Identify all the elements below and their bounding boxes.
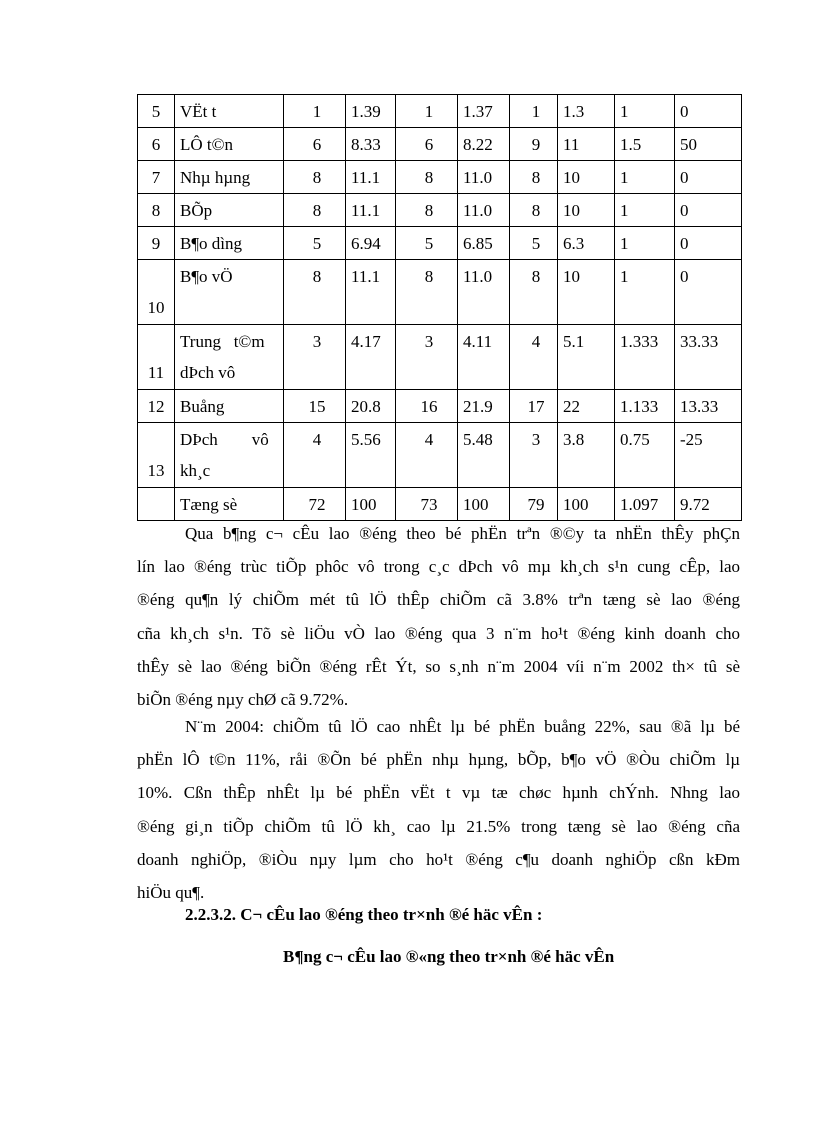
table-cell: 1.5 (615, 128, 675, 161)
table-cell: 100 (346, 488, 396, 521)
table-cell: 0 (675, 227, 742, 260)
table-cell: 11.0 (458, 194, 510, 227)
table-cell: 6.3 (558, 227, 615, 260)
table-cell: 22 (558, 390, 615, 423)
table-cell: 9 (510, 128, 558, 161)
table-cell: 8 (284, 161, 346, 194)
row-number: 13 (138, 423, 175, 488)
table-cell: 8 (396, 161, 458, 194)
table-row (138, 390, 742, 423)
paragraph-1-line: thÊy sè lao ®éng biÕn ®éng rÊt Ýt, so s¸nh n¨m 2004 víi n¨m 2002 th× tû sè (137, 656, 740, 676)
paragraph-1-line: Qua b¶ng c¬ cÊu lao ®éng theo bé phËn trªn ®©y ta nhËn thÊy phÇn (185, 524, 740, 543)
row-number: 9 (138, 227, 175, 260)
table-cell: 8 (396, 260, 458, 325)
paragraph-1-line: biÕn ®éng nµy chØ cã 9.72%. (137, 690, 349, 710)
table-cell: 11.0 (458, 260, 510, 325)
row-number: 11 (138, 325, 175, 390)
table-row (138, 227, 742, 260)
table-cell: 0 (675, 194, 742, 227)
table-row (138, 161, 742, 194)
section-heading: 2.2.3.2. C¬ cÊu lao ®éng theo tr×nh ®é häc vÊn : (185, 905, 543, 924)
table-cell: 6.85 (458, 227, 510, 260)
table-cell: 8 (510, 161, 558, 194)
table-row (138, 194, 742, 227)
table-cell: 3 (396, 325, 458, 390)
department-name (175, 325, 284, 390)
table-cell: 3 (284, 325, 346, 390)
table-cell: 6 (284, 128, 346, 161)
table-cell: 0.75 (615, 423, 675, 488)
table-cell: 8.22 (458, 128, 510, 161)
row-number: 12 (138, 390, 175, 423)
table-cell: 72 (284, 488, 346, 521)
table-cell: 17 (510, 390, 558, 423)
department-name: B¶o vÖ (175, 260, 284, 325)
table-cell: 5 (396, 227, 458, 260)
table-cell: 1.3 (558, 95, 615, 128)
table-cell: 16 (396, 390, 458, 423)
table-cell: 11 (558, 128, 615, 161)
table-cell: 1.39 (346, 95, 396, 128)
table-cell: 0 (675, 260, 742, 325)
table-cell: 6.94 (346, 227, 396, 260)
table-cell: 1 (615, 260, 675, 325)
paragraph-2 (137, 710, 740, 909)
table-row (138, 423, 742, 488)
table-cell: -25 (675, 423, 742, 488)
table-row (138, 488, 742, 521)
table-cell: 10 (558, 161, 615, 194)
table-cell: 3 (510, 423, 558, 488)
row-number (138, 488, 175, 521)
department-name: BÕp (175, 194, 284, 227)
paragraph-2-line: 10%. Cßn thÊp nhÊt lµ bé phËn vËt t vµ tæ chøc hµnh chÝnh. Nhng lao (137, 783, 740, 803)
paragraph-1 (137, 517, 740, 716)
department-name: VËt t (175, 95, 284, 128)
table-row (138, 325, 742, 390)
table-cell: 4 (284, 423, 346, 488)
row-number: 5 (138, 95, 175, 128)
table-cell: 79 (510, 488, 558, 521)
table-cell: 1 (615, 95, 675, 128)
table-cell: 1 (396, 95, 458, 128)
department-name-line: kh¸c (180, 461, 211, 480)
table-cell: 20.8 (346, 390, 396, 423)
table-cell: 11.1 (346, 161, 396, 194)
table-cell: 5 (510, 227, 558, 260)
table-cell: 1 (615, 194, 675, 227)
department-name (175, 423, 284, 488)
paragraph-2-line: ®éng gi¸n tiÕp chiÕm tû lÖ kh¸ cao lµ 21.5% trong tæng sè lao ®éng cña (137, 816, 740, 836)
table-cell: 6 (396, 128, 458, 161)
table-caption: B¶ng c¬ cÊu lao ®«ng theo tr×nh ®é häc vÊn (283, 947, 615, 966)
department-name-line: dÞch vô (180, 363, 236, 382)
table-row (138, 260, 742, 325)
table-cell: 1 (615, 227, 675, 260)
table-row (138, 128, 742, 161)
table-cell: 4 (396, 423, 458, 488)
table-cell: 5 (284, 227, 346, 260)
paragraph-1-line: ®éng qu¶n lý chiÕm mét tû lÖ thÊp chiÕm cã 3.8% trªn tæng sè lao ®éng (137, 590, 740, 610)
table-cell: 5.1 (558, 325, 615, 390)
table-cell: 8 (284, 260, 346, 325)
table-cell: 4.11 (458, 325, 510, 390)
table-cell: 11.1 (346, 260, 396, 325)
table-cell: 13.33 (675, 390, 742, 423)
table-cell: 21.9 (458, 390, 510, 423)
department-name: Nhµ hµng (175, 161, 284, 194)
labor-structure-table (137, 94, 742, 521)
table-cell: 8 (510, 194, 558, 227)
table-cell: 10 (558, 260, 615, 325)
row-number: 10 (138, 260, 175, 325)
table-cell: 1 (284, 95, 346, 128)
department-name: Buång (175, 390, 284, 423)
table-cell: 3.8 (558, 423, 615, 488)
department-name-line: DÞch vô (180, 430, 269, 449)
table-cell: 8.33 (346, 128, 396, 161)
table-cell: 11.1 (346, 194, 396, 227)
table-cell: 4 (510, 325, 558, 390)
department-name-line: Trung t©m (180, 332, 265, 351)
table-cell: 15 (284, 390, 346, 423)
table-cell: 1 (615, 161, 675, 194)
table-cell: 50 (675, 128, 742, 161)
paragraph-1-line: lín lao ®éng trùc tiÕp phôc vô trong c¸c dÞch vô mµ kh¸ch s¹n cung cÊp, lao (137, 557, 740, 577)
table-cell: 9.72 (675, 488, 742, 521)
table-cell: 8 (284, 194, 346, 227)
paragraph-2-line: hiÖu qu¶. (137, 883, 205, 903)
table-cell: 5.48 (458, 423, 510, 488)
row-number: 7 (138, 161, 175, 194)
row-number: 6 (138, 128, 175, 161)
table-cell: 1.133 (615, 390, 675, 423)
department-name: B¶o dìng (175, 227, 284, 260)
table-cell: 1.333 (615, 325, 675, 390)
table-cell: 0 (675, 161, 742, 194)
paragraph-1-line: cña kh¸ch s¹n. Tõ sè liÖu vÒ lao ®éng qua 3 n¨m ho¹t ®éng kinh doanh cho (137, 623, 740, 643)
table-row (138, 95, 742, 128)
table-cell: 8 (510, 260, 558, 325)
table-cell: 1.37 (458, 95, 510, 128)
table-cell: 11.0 (458, 161, 510, 194)
department-name: LÔ t©n (175, 128, 284, 161)
table-cell: 5.56 (346, 423, 396, 488)
table-cell: 73 (396, 488, 458, 521)
department-name: Tæng sè (175, 488, 284, 521)
table-cell: 33.33 (675, 325, 742, 390)
table-cell: 100 (458, 488, 510, 521)
paragraph-2-line: N¨m 2004: chiÕm tû lÖ cao nhÊt lµ bé phËn buång 22%, sau ®ã lµ bé (185, 717, 740, 736)
table-cell: 10 (558, 194, 615, 227)
table-cell: 1 (510, 95, 558, 128)
row-number: 8 (138, 194, 175, 227)
table-cell: 0 (675, 95, 742, 128)
table-cell: 100 (558, 488, 615, 521)
paragraph-2-line: phËn lÔ t©n 11%, råi ®Õn bé phËn nhµ hµng, bÕp, b¶o vÖ ®Òu chiÕm lµ (137, 750, 740, 770)
table-cell: 8 (396, 194, 458, 227)
table-cell: 1.097 (615, 488, 675, 521)
table-cell: 4.17 (346, 325, 396, 390)
paragraph-2-line: doanh nghiÖp, ®iÒu nµy lµm cho ho¹t ®éng c¶u doanh nghiÖp cßn kÐm (137, 849, 740, 869)
